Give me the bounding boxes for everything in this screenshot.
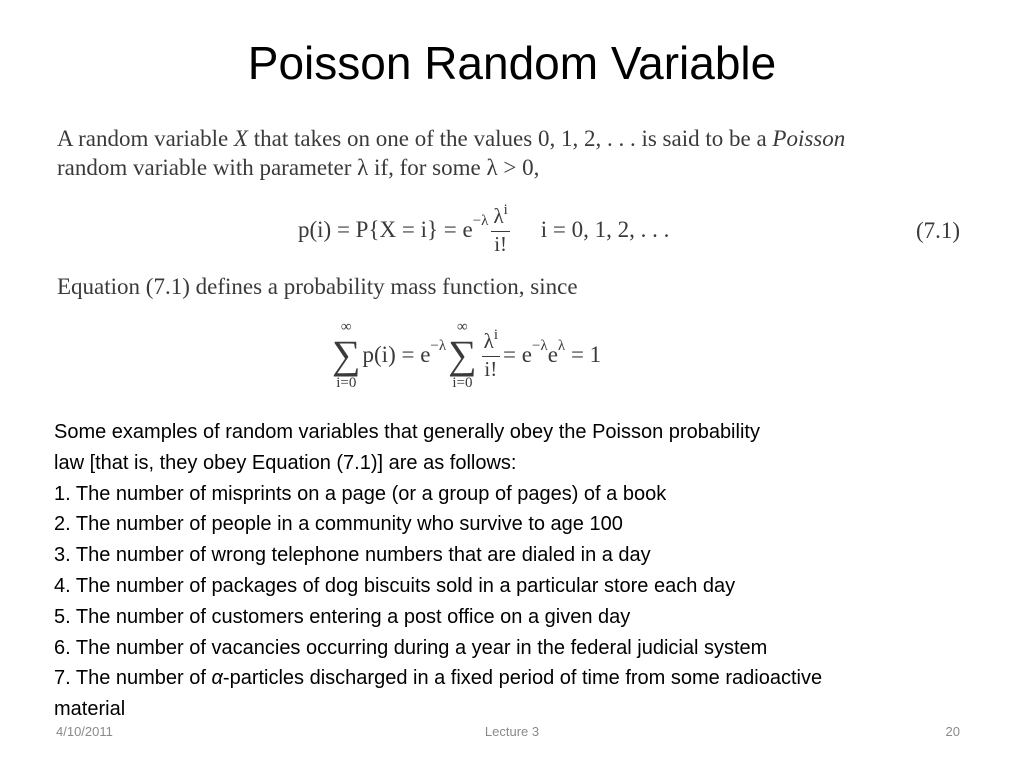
textbook-excerpt — [57, 124, 972, 182]
summation-1 — [332, 319, 361, 391]
equation-result: = 1 — [570, 342, 602, 367]
footer-page-number: 20 — [945, 724, 960, 739]
summation-upper-limit: ∞ — [340, 319, 352, 335]
example-item-text: -particles discharged in a fixed period of time from some radioactive — [222, 667, 823, 690]
numerator-exponent: i — [503, 202, 508, 218]
equation-exponent: −λ — [531, 337, 548, 354]
example-item-continuation: material — [54, 698, 126, 721]
slide-title: Poisson Random Variable — [247, 37, 777, 89]
equation-exponent: −λ — [430, 337, 447, 354]
excerpt-line-1 — [57, 124, 972, 153]
equation-exponent: −λ — [472, 212, 489, 229]
summation-lower-limit: i=0 — [336, 375, 357, 391]
fraction-denominator: i! — [484, 357, 498, 381]
excerpt-text: that takes on one of the values 0, 1, 2, . . . is said to be a — [247, 126, 773, 151]
summation-2 — [448, 319, 477, 391]
summation-upper-limit: ∞ — [457, 319, 468, 335]
example-item: 1. The number of misprints on a page (or a group of pages) of a book — [54, 482, 667, 505]
fraction-denominator: i! — [494, 232, 508, 256]
excerpt-variable-x: X — [233, 126, 248, 151]
example-item: 4. The number of packages of dog biscuits sold in a particular store each day — [54, 574, 736, 597]
intro-line: Some examples of random variables that generally obey the Poisson probability — [54, 421, 760, 443]
example-item: 5. The number of customers entering a post office on a given day — [54, 605, 631, 628]
equation-range: i = 0, 1, 2, . . . — [540, 217, 670, 242]
excerpt-line-3: Equation (7.1) defines a probability mass function, since — [57, 274, 578, 299]
equation-term: p(i) = e — [362, 342, 431, 367]
equation-fraction — [491, 204, 509, 256]
sigma-symbol: ∑ — [332, 332, 361, 377]
sum-equation — [330, 314, 601, 396]
example-item: 2. The number of people in a community who survive to age 100 — [54, 513, 623, 536]
excerpt-line-2: random variable with parameter λ if, for some λ > 0, — [57, 155, 540, 180]
equation-number: (7.1) — [916, 218, 961, 243]
example-item: 6. The number of vacancies occurring during a year in the federal judicial system — [54, 636, 768, 659]
footer-date: 4/10/2011 — [56, 724, 113, 739]
equation-term: e — [547, 342, 558, 367]
example-item-text: 7. The number of — [54, 667, 212, 690]
fraction-numerator — [491, 204, 509, 232]
numerator-base: λ — [493, 204, 504, 228]
excerpt-poisson-term: Poisson — [772, 126, 846, 151]
equation-exponent: λ — [557, 337, 566, 354]
equation-term: = e — [503, 342, 532, 367]
equation-fraction — [482, 329, 500, 381]
footer-lecture: Lecture 3 — [484, 724, 540, 739]
equation-lhs: p(i) = P{X = i} = e — [298, 217, 473, 242]
numerator-exponent: i — [493, 327, 499, 343]
summation-lower-limit: i=0 — [452, 375, 473, 391]
examples-text — [54, 417, 984, 725]
example-item: 3. The number of wrong telephone numbers that are dialed in a day — [54, 544, 651, 567]
example-item — [54, 663, 984, 694]
fraction-numerator — [482, 329, 500, 357]
equation-7-1 — [298, 200, 669, 260]
intro-line: law [that is, they obey Equation (7.1)] are as follows: — [54, 451, 517, 474]
sigma-symbol: ∑ — [448, 332, 477, 377]
alpha-symbol: α — [211, 667, 223, 690]
excerpt-text: A random variable — [57, 126, 234, 151]
numerator-base: λ — [483, 329, 494, 353]
